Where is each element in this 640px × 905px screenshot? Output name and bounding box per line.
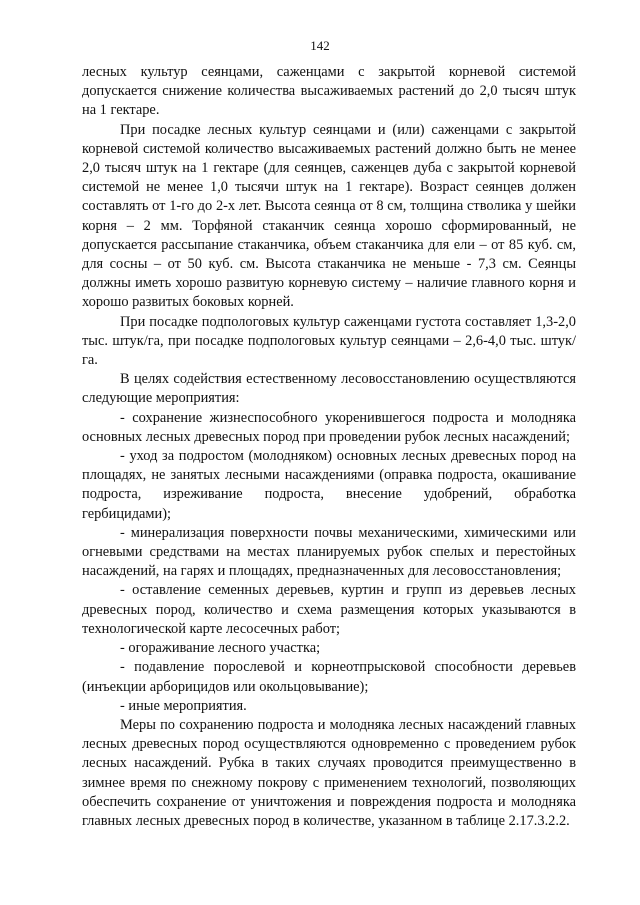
paragraph-2: При посадке лесных культур сеянцами и (или) саженцами с закрытой корневой системой количество высаживаемых растений должно быть не менее 2,0 тысяч штук на 1 гектаре (для сеянцев, саженцев дуба с закрытой корневой системой не менее 1,0 тысячи штук на 1 гектаре). Возраст сеянцев должен составлять от 1-го до 2-х лет. Высота сеянца от 8 см, толщина стволика у шейки корня – 2 мм. Торфяной стаканчик сеянца хорошо сформированный, не допускается рассыпание стаканчика, объем стаканчика для ели – от 85 куб. см, для сосны – от 50 куб. см. Высота стаканчика не меньше - 7,3 см. Сеянцы должны иметь хорошо развитую корневую систему – наличие главного корня и хорошо развитых боковых корней.	[82, 121, 576, 311]
paragraph-5: Меры по сохранению подроста и молодняка лесных насаждений главных лесных древесных пород осуществляются одновременно с проведением рубок лесных насаждений. Рубка в таких случаях проводится преимущественно в зимнее время по снежному покрову с применением технологий, позволяющих обеспечить сохранение от уничтожения и повреждения подроста и молодняка главных лесных древесных пород в количестве, указанном в таблице 2.17.3.2.2.	[82, 716, 576, 829]
list-item-7: - иные мероприятия.	[120, 697, 247, 714]
paragraph-4: В целях содействия естественному лесовосстановлению осуществляются следующие мероприятия:	[82, 371, 576, 407]
list-item-2: - уход за подростом (молодняком) основных лесных древесных пород на площадях, не занятых лесными насаждениями (оправка подроста, окашивание подроста, изреживание подроста, внесение удобрений, обработка гербицидами);	[82, 448, 576, 522]
paragraph-3: При посадке подпологовых культур саженцами густота составляет 1,3-2,0 тыс. штук/га, при посадке подпологовых культур сеянцами – 2,6-4,0 тыс. штук/га.	[82, 313, 576, 369]
page-body	[82, 63, 576, 831]
list-item-1: - сохранение жизнеспособного укоренившегося подроста и молодняка основных лесных древесных пород при проведении рубок лесных насаждений;	[82, 409, 576, 445]
list-item-3: - минерализация поверхности почвы механическими, химическими или огневыми средствами на местах планируемых рубок спелых и перестойных насаждений, на гарях и площадях, предназначенных для лесовосстановления;	[82, 524, 576, 580]
page-number: 142	[310, 38, 330, 53]
list-item-6: - подавление порослевой и корнеотпрысковой способности деревьев (инъекции арборицидов или окольцовывание);	[82, 659, 576, 695]
paragraph-1: лесных культур сеянцами, саженцами с закрытой корневой системой допускается снижение количества высаживаемых растений до 2,0 тысяч штук на 1 гектаре.	[82, 64, 576, 119]
list-item-4: - оставление семенных деревьев, куртин и групп из деревьев лесных древесных пород, количество и схема размещения которых указываются в технологической карте лесосечных работ;	[82, 582, 576, 637]
list-item-5: - огораживание лесного участка;	[120, 640, 321, 657]
